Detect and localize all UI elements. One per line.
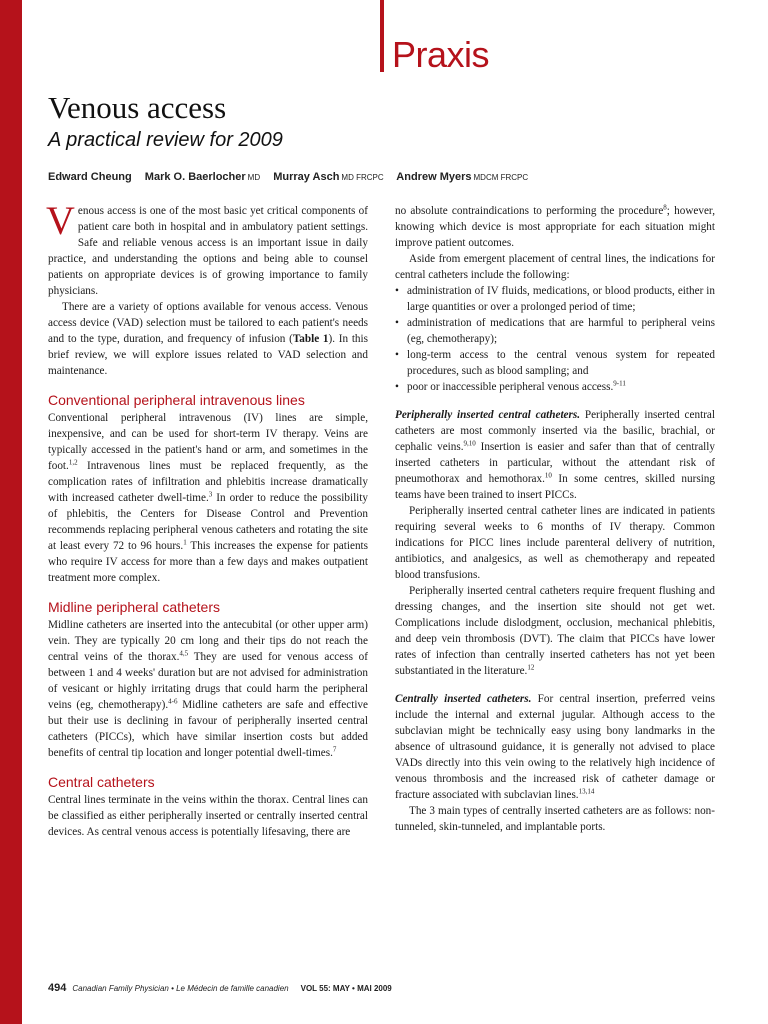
author-name: Andrew Myers [396,171,472,183]
central-paragraph: Central lines terminate in the veins within the thorax. Central lines can be classified as either peripherally inserted or centrally inserted central devices. As central venous access is potentially lifesaving, there are [48,794,368,838]
table-reference[interactable]: Table 1 [292,333,329,345]
article-subtitle: A practical review for 2009 [48,129,283,151]
indications-list [395,283,715,395]
subheading-picc: Peripherally inserted central catheters. [395,409,581,421]
body-text: This increases the expense for patients who require IV access for more than a few days and makes outpatient treatment more complex. [48,540,368,584]
picc-paragraph [395,407,715,503]
spacer [395,395,715,407]
page-number: 494 [48,982,67,994]
citation: 7 [332,745,337,754]
intro-paragraph [46,198,368,299]
section-rule [380,0,384,72]
heading-central-catheters: Central catheters [48,774,155,790]
indications-intro: Aside from emergent placement of central lines, the indications for central catheters include the following: [395,253,715,281]
citation: 9,10 [463,439,476,448]
citation: 3 [208,490,213,499]
heading-midline-catheters: Midline peripheral catheters [48,599,220,615]
citation: 8 [663,203,667,212]
page-footer [48,982,392,994]
body-text: ). In this brief review, we will explore issues related to VAD selection and maintenance. [48,333,368,377]
citation: 9-11 [613,379,626,388]
author-credentials: MDCM FRCPC [473,173,529,182]
body-text: no absolute contraindications to performing the procedure [395,205,664,217]
body-text: ; however, knowing which device is most appropriate for each situation might improve patient outcomes. [395,205,715,249]
picc-paragraph-3 [395,583,715,679]
body-text: In some centres, skilled nursing teams have been trained to insert PICCs. [395,473,715,501]
body-text: Peripherally inserted central catheters require frequent flushing and dressing changes, and the insertion site should not get wet. Complications include dislodgment, occlusion, mechanical phlebitis, and deep vein thrombosis (DVT). The claim that PICCs have lower rates of infection than centrally inserted catheters has not yet been substantiated in the literature. [395,585,715,677]
citation: 12 [527,663,535,672]
body-text: Insertion is easier and safer than that of centrally inserted catheters in particular, without the attendant risk of pneumothorax and hemothorax. [395,441,715,485]
author [396,171,528,183]
citation: 10 [544,471,552,480]
author [145,171,260,183]
heading-conventional-lines: Conventional peripheral intravenous lines [48,392,305,408]
body-text: They are used for venous access of between 1 and 4 weeks' duration but are not advised for administration of vesicant or highly irritating drugs that could harm the peripheral veins (eg, chemotherapy). [48,651,368,711]
body-text: In order to reduce the possibility of phlebitis, the Centers for Disease Control and Prevention recommends replacing peripheral venous catheters and rotating the site at least every 72 to 96 hours. [48,492,368,552]
body-text: Intravenous lines must be replaced frequently, as the complication rates of infiltration and phlebitis increase dramatically with increased catheter dwell-time. [48,460,368,504]
citation: 4,5 [179,649,189,658]
picc-paragraph-2: Peripherally inserted central catheter lines are indicated in patients requiring several weeks to 6 months of IV therapy. Common indications for PICC lines include parenteral delivery of nutrition, antibiotics, and analgesics, as well as chemotherapy and repeated blood transfusions. [395,505,715,581]
cic-paragraph [395,691,715,803]
body-text: There are a variety of options available for venous access. Venous access device (VAD) selection must be tailored to each patient's needs and to the type, duration, and frequency of infusion ( [48,301,368,345]
body-text: Peripherally inserted central catheters are most commonly inserted via the basilic, brachial, or cephalic veins. [395,409,715,453]
list-item: • long-term access to the central venous system for repeated procedures, such as blood sampling; and [395,347,715,379]
left-accent-bar [0,0,22,1024]
author-credentials: MD [247,173,261,182]
subheading-cic: Centrally inserted catheters. [395,693,532,705]
body-text: Midline catheters are safe and effective but their use is declining in favour of peripherally inserted central catheters (PICCs), which have similar insertion costs but added benefits of central tip location and longer potential dwell-times. [48,699,368,759]
body-text: Midline catheters are inserted into the antecubital (or other upper arm) vein. They are typically 20 cm long and their tips do not reach the central veins of the thorax. [48,619,368,663]
midline-paragraph [48,617,368,761]
body-text: poor or inaccessible peripheral venous access. [407,381,614,393]
list-item [395,379,715,395]
author [48,171,132,183]
author [273,171,383,183]
left-column [46,198,368,840]
author-list [48,171,538,183]
author-name: Mark O. Baerlocher [144,171,246,183]
author-name: Murray Asch [273,171,340,183]
journal-name: Canadian Family Physician • Le Médecin de famille canadien [72,984,289,993]
citation: 13,14 [578,787,595,796]
body-text: For central insertion, preferred veins include the internal and external jugular. Although access to the subclavian might be technically easy using bony landmarks in the absence of ultrasound guidance, it is generally not advised to place VADs directly into this vein owing to the relatively high incidence of venous thrombosis and the increased risk of catheter damage or fracture associated with subclavian lines. [395,693,715,801]
cic-paragraph-2: The 3 main types of centrally inserted catheters are as follows: non-tunneled, skin-tunneled, and implantable ports. [395,805,715,833]
list-item: • administration of IV fluids, medications, or blood products, either in large quantities or over a prolonged period of time; [395,283,715,315]
intro-paragraph-2 [48,299,368,379]
citation: 1 [183,538,187,547]
spacer [395,679,715,691]
section-title: Praxis [392,34,490,75]
citation: 4-6 [168,697,178,706]
citation: 1,2 [68,458,78,467]
volume-info: VOL 55: MAY • MAI 2009 [300,984,392,993]
body-text: Conventional peripheral intravenous (IV) lines are simple, inexpensive, and can be used for short-term IV therapy. Veins are typically accessed in the patient's hand or arm, and sometimes in the foot. [48,412,368,472]
contraindications-paragraph [395,203,715,251]
list-item: • administration of medications that are harmful to peripheral veins (eg, chemotherapy); [395,315,715,347]
conventional-paragraph [48,410,368,586]
author-name: Edward Cheung [48,171,132,183]
right-column [395,203,715,835]
drop-cap: V [46,198,75,243]
intro-text: enous access is one of the most basic yet critical components of patient care both in hospital and in ambulatory patient settings. Safe and reliable venous access is an important issue in daily practice, and understanding the options and being able to counsel patients on appropriate devices is of growing importance to family physicians. [48,205,368,297]
article-title: Venous access [48,90,227,125]
author-credentials: MD FRCPC [341,173,384,182]
